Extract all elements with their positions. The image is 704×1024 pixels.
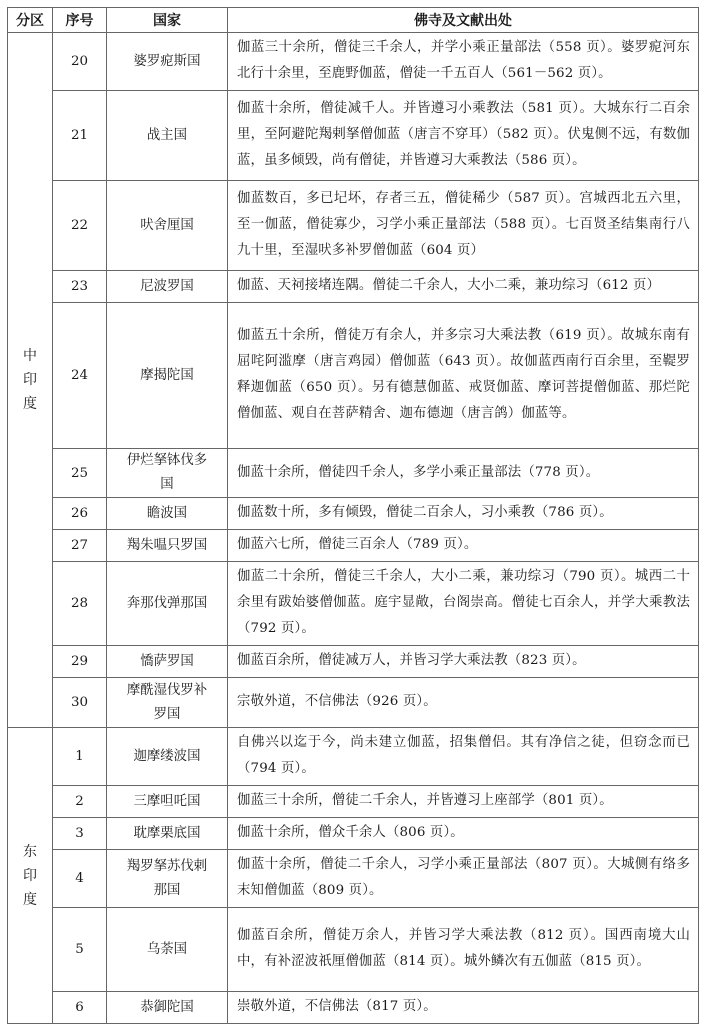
header-region: 分区 — [8, 8, 53, 33]
country-cell — [107, 678, 228, 728]
country-name: 乌荼国 — [146, 941, 188, 957]
monastery-text: 伽蓝三十余所，僧徒三千余人，并学小乘正量部法（558 页）。婆罗痆河东北行十余里，至鹿野伽蓝，僧徒一千五百人（561－562 页）。 — [228, 33, 699, 91]
monastery-text: 伽蓝数十所，多有倾毁，僧徒二百余人，习小乘教（786 页）。 — [228, 498, 699, 530]
country-cell — [107, 992, 228, 1024]
row-number: 26 — [53, 498, 107, 530]
table-row — [8, 498, 699, 530]
monastery-text: 伽蓝二十余所，僧徒三千余人，大小二乘，兼功综习（790 页）。城西二十余里有跋始婆僧伽蓝。庭宇显敞，台阁崇高。僧徒七百余人，并学大乘教法（792 页）。 — [228, 562, 699, 646]
country-name: 羯罗拏苏伐剌那国 — [126, 858, 208, 898]
row-number: 22 — [53, 181, 107, 271]
country-name: 耽摩栗底国 — [133, 825, 201, 841]
monastery-text: 伽蓝十余所，僧众千余人（806 页）。 — [228, 818, 699, 850]
table-row — [8, 449, 699, 498]
row-number: 30 — [53, 678, 107, 728]
country-name: 吠舍厘国 — [140, 217, 194, 233]
table-row — [8, 850, 699, 908]
table-row — [8, 786, 699, 818]
row-number: 27 — [53, 530, 107, 562]
table-row — [8, 728, 699, 786]
country-name: 恭御陀国 — [140, 999, 194, 1015]
region-cell — [8, 33, 53, 728]
region-label: 中印度 — [23, 348, 37, 412]
country-name: 三摩呾吒国 — [133, 793, 201, 809]
region-cell — [8, 728, 53, 1024]
monastery-text: 伽蓝十余所，僧徒二千余人，习学小乘正量部法（807 页）。大城侧有络多末知僧伽蓝（809 页）。 — [228, 850, 699, 908]
country-cell — [107, 728, 228, 786]
row-number: 25 — [53, 449, 107, 498]
table-row — [8, 91, 699, 181]
country-cell — [107, 181, 228, 271]
country-cell — [107, 908, 228, 992]
region-label: 东印度 — [23, 843, 37, 908]
monastery-text: 自佛兴以迄于今，尚未建立伽蓝，招集僧侣。其有净信之徒，但窃念而已（794 页）。 — [228, 728, 699, 786]
table-row — [8, 818, 699, 850]
monastery-text: 伽蓝三十余所，僧徒二千余人，并皆遵习上座部学（801 页）。 — [228, 786, 699, 818]
country-name: 迦摩缕波国 — [133, 748, 201, 764]
country-name: 瞻波国 — [146, 505, 188, 521]
country-name: 摩揭陀国 — [140, 367, 194, 383]
monastery-text: 宗敬外道，不信佛法（926 页）。 — [228, 678, 699, 728]
monastery-text: 伽蓝十余所，僧徒减千人。并皆遵习小乘教法（581 页）。大城东行二百余里，至阿避陀羯剌拏僧伽蓝（唐言不穿耳）（582 页）。伏鬼侧不远，有数伽蓝，虽多倾毁，尚有僧徒，并皆遵习大乘教法（586 页）。 — [228, 91, 699, 181]
header-country: 国家 — [107, 8, 228, 33]
monastery-text: 伽蓝十余所，僧徒四千余人，多学小乘正量部法（778 页）。 — [228, 449, 699, 498]
table-row — [8, 908, 699, 992]
row-number: 20 — [53, 33, 107, 91]
monastery-text: 伽蓝百余所，僧徒减万人，并皆习学大乘法教（823 页）。 — [228, 646, 699, 678]
table-row — [8, 992, 699, 1024]
row-number: 5 — [53, 908, 107, 992]
country-name: 战主国 — [146, 127, 188, 143]
country-cell — [107, 33, 228, 91]
table-row — [8, 271, 699, 303]
monastery-text: 伽蓝数百，多已圮坏，存者三五，僧徒稀少（587 页）。宫城西北五六里，至一伽蓝，僧徒寡少，习学小乘正量部法（588 页）。七百贤圣结集南行八九十里，至湿吠多补罗僧伽蓝（604 页） — [228, 181, 699, 271]
table-row — [8, 530, 699, 562]
country-cell — [107, 498, 228, 530]
country-cell — [107, 449, 228, 498]
row-number: 24 — [53, 303, 107, 449]
row-number: 1 — [53, 728, 107, 786]
country-cell — [107, 303, 228, 449]
country-cell — [107, 850, 228, 908]
country-name: 尼波罗国 — [140, 278, 194, 294]
monastery-table — [7, 7, 699, 1024]
country-cell — [107, 91, 228, 181]
table-body — [8, 33, 699, 1024]
table-row — [8, 33, 699, 91]
row-number: 23 — [53, 271, 107, 303]
country-cell — [107, 562, 228, 646]
table-row — [8, 562, 699, 646]
monastery-text: 伽蓝六七所，僧徒三百余人（789 页）。 — [228, 530, 699, 562]
country-cell — [107, 530, 228, 562]
row-number: 4 — [53, 850, 107, 908]
row-number: 21 — [53, 91, 107, 181]
header-num: 序号 — [53, 8, 107, 33]
monastery-text: 崇敬外道，不信佛法（817 页）。 — [228, 992, 699, 1024]
country-cell — [107, 271, 228, 303]
table-row — [8, 303, 699, 449]
country-name: 憍萨罗国 — [140, 653, 194, 669]
monastery-text: 伽蓝百余所，僧徒万余人，并皆习学大乘法教（812 页）。国西南境大山中，有补涩波祇厘僧伽蓝（814 页）。城外鳞次有五伽蓝（815 页）。 — [228, 908, 699, 992]
country-name: 伊烂拏钵伐多国 — [126, 453, 208, 492]
table-row — [8, 646, 699, 678]
row-number: 6 — [53, 992, 107, 1024]
country-name: 羯朱嗢只罗国 — [126, 537, 208, 553]
country-name: 婆罗痆斯国 — [133, 53, 201, 69]
row-number: 2 — [53, 786, 107, 818]
table-row — [8, 181, 699, 271]
header-content: 佛寺及文献出处 — [228, 8, 699, 33]
row-number: 29 — [53, 646, 107, 678]
monastery-text: 伽蓝、天祠接堵连隅。僧徒二千余人，大小二乘，兼功综习（612 页） — [228, 271, 699, 303]
country-name: 奔那伐弹那国 — [126, 595, 208, 611]
table-row — [8, 678, 699, 728]
country-cell — [107, 646, 228, 678]
monastery-text: 伽蓝五十余所，僧徒万有余人，并多宗习大乘法教（619 页）。故城东南有屈咤阿滥摩（唐言鸡园）僧伽蓝（643 页）。故伽蓝西南行百余里，至鞮罗释迦伽蓝（650 页）。另有德慧伽蓝、戒贤伽蓝、摩诃菩提僧伽蓝、那烂陀僧伽蓝、观自在菩萨精舍、迦布德迦（唐言鸽）伽蓝等。 — [228, 303, 699, 449]
country-name: 摩酰湿伐罗补罗国 — [126, 682, 208, 722]
country-cell — [107, 818, 228, 850]
country-cell — [107, 786, 228, 818]
header-row — [8, 8, 699, 33]
row-number: 3 — [53, 818, 107, 850]
row-number: 28 — [53, 562, 107, 646]
